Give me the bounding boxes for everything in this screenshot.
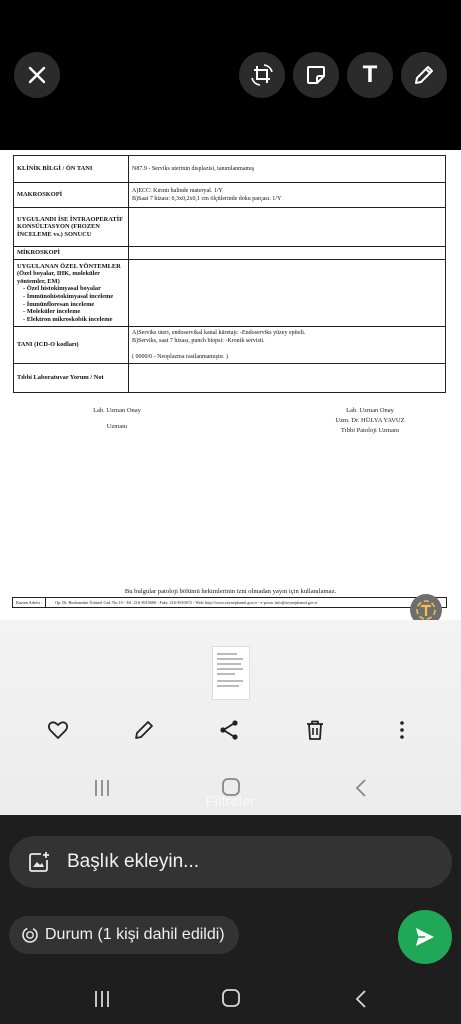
crop-rotate-icon xyxy=(250,63,274,87)
pencil-icon xyxy=(132,718,156,742)
footer-address: Kurum Adresi : Op. Dr. Burhanettin Üstünel Cad. No:10 - Tel: 216-3910680 - Faks: 216-3910672 - Web: http://www.zeynepkamil.gov.tr - e-posta: info@zeynepkamil.gov.tr xyxy=(12,597,447,608)
gallery-action-bar xyxy=(0,712,461,748)
pathology-report-table xyxy=(13,155,446,393)
row-value: A)Serviks uteri, endoservikal kanal küretajı: -Endoserviks yüzey epiteli. B)Serviks, saat 7 hizası, punch biopsi: -Kronik servisit. ( 0000/0 - Neoplazma rastlanmamıştır. ) xyxy=(129,327,446,364)
system-nav-bar xyxy=(0,975,461,1021)
status-icon xyxy=(21,926,39,944)
text-tool-button[interactable] xyxy=(347,52,393,98)
table-row xyxy=(14,183,446,208)
caption-input[interactable] xyxy=(9,836,452,888)
row-value xyxy=(129,260,446,327)
row-value xyxy=(129,364,446,393)
back-icon[interactable] xyxy=(352,989,372,1009)
table-row xyxy=(14,156,446,183)
editor-toolbar xyxy=(0,0,461,150)
recent-apps-icon[interactable] xyxy=(92,989,112,1009)
more-vertical-icon xyxy=(390,718,414,742)
sticker-button[interactable] xyxy=(293,52,339,98)
send-icon xyxy=(413,925,437,949)
heart-icon xyxy=(46,718,70,742)
row-label: MAKROSKOPİ xyxy=(14,183,129,208)
pencil-icon xyxy=(412,63,436,87)
caption-placeholder: Başlık ekleyin... xyxy=(67,851,199,872)
status-audience-chip[interactable] xyxy=(9,916,239,954)
favorite-button[interactable] xyxy=(44,716,72,744)
signature-left: Lab. Uzman Onay Uzmanı xyxy=(93,407,141,430)
row-value: A)ECC: Kırıntı halinde materyal. 1/Y B)Saat 7 hizası: 0,3x0,2x0,1 cm ölçülerinde doku parçası. 1/Y xyxy=(129,183,446,208)
edit-button[interactable] xyxy=(130,716,158,744)
row-label: UYGULANDI İSE İNTRAOPERATİF KONSÜLTASYON (FROZEN İNCELEME vs.) SONUCU xyxy=(14,208,129,247)
row-label: Tıbbi Laboratuvar Yorum / Not xyxy=(14,364,129,393)
add-photo-icon xyxy=(27,850,51,874)
sticker-icon xyxy=(304,63,328,87)
text-tool-icon: T xyxy=(362,61,378,88)
crop-rotate-button[interactable] xyxy=(239,52,285,98)
row-value xyxy=(129,208,446,247)
signature-right: Lab. Uzman Onay Uzm. Dr. HÜLYA YAVUZ Tıbbi Patoloji Uzmanı xyxy=(335,407,405,434)
document-image[interactable] xyxy=(0,150,461,620)
delete-button[interactable] xyxy=(301,716,329,744)
home-icon[interactable] xyxy=(221,988,241,1008)
close-button[interactable] xyxy=(14,52,60,98)
close-icon xyxy=(25,63,49,87)
more-button[interactable] xyxy=(388,716,416,744)
table-row xyxy=(14,327,446,364)
row-value xyxy=(129,247,446,260)
send-button[interactable] xyxy=(398,910,452,964)
draw-button[interactable] xyxy=(401,52,447,98)
status-label: Durum (1 kişi dahil edildi) xyxy=(45,926,225,943)
row-label: TANI (ICD-O kodları) xyxy=(14,327,129,364)
share-button[interactable] xyxy=(215,716,243,744)
trash-icon xyxy=(303,718,327,742)
translate-text-icon xyxy=(415,599,437,621)
row-label: MİKROSKOPİ xyxy=(14,247,129,260)
table-row xyxy=(14,364,446,393)
row-value: N87.9 - Serviks uterinin displazisi, tanımlanmamış xyxy=(129,156,446,183)
table-row xyxy=(14,260,446,327)
filters-label[interactable]: Filtreler xyxy=(205,793,256,809)
table-row xyxy=(14,247,446,260)
row-label: UYGULANAN ÖZEL YÖNTEMLER (Özel boyalar, IHK, moleküler yöntemler, EM) - Özel histokimyasal boyalar - İmmünohistokimyasal inceleme - İmmünfloresan inceleme - Moleküler inceleme - Elektron mikroskobik inceleme xyxy=(14,260,129,327)
row-label: KLİNİK BİLGİ / ÖN TANI xyxy=(14,156,129,183)
footer-note: Bu bulgular patoloji bölümü hekimlerinin izni olmadan yayın için kullanılamaz. xyxy=(124,588,337,595)
share-icon xyxy=(217,718,241,742)
image-thumbnail[interactable] xyxy=(212,646,250,700)
table-row xyxy=(14,208,446,247)
